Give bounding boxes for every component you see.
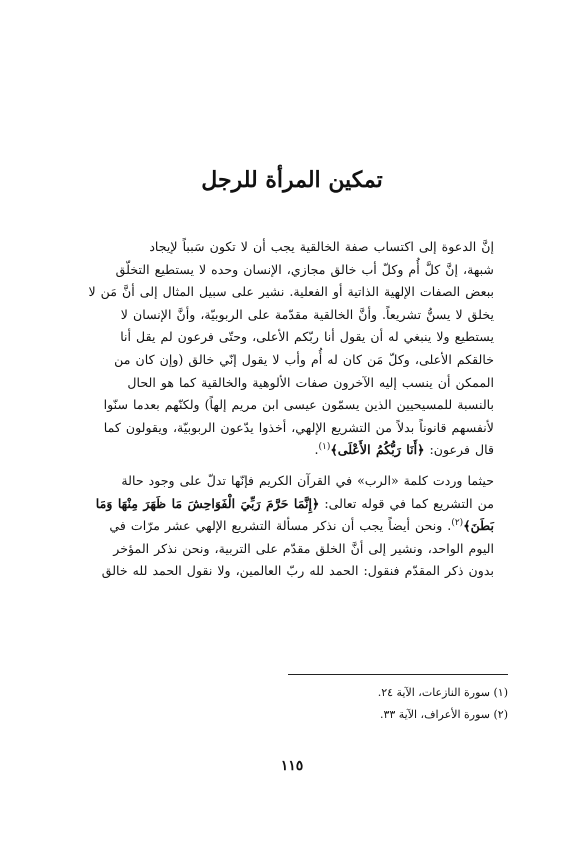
body-text [80, 236, 508, 583]
text-line: حيثما وردت كلمة «الرب» في القرآن الكريم فإنّها تدلّ على وجود حالة [121, 472, 494, 488]
text-fragment: قال فرعون: [424, 442, 494, 458]
paragraph-1 [80, 236, 508, 462]
page-number: ١١٥ [280, 758, 304, 774]
footnotes [80, 682, 508, 726]
quran-verse: ﴿إِنَّمَا حَرَّمَ رَبِّيَ الْفَوَاحِشَ مَا ظَهَرَ مِنْهَا وَمَا [95, 495, 320, 511]
text-line: خالقكم الأعلى، وكلّ مَن كان له أُم وأب لا يقول إنّي خالق (وإن كان من [114, 351, 494, 367]
chapter-title: تمكين المرأة للرجل [201, 167, 383, 193]
text-line: يستطيع ولا ينبغي له أن يقول أنا ربّكم الأعلى، وحتّى فرعون لم يقل أنا [120, 329, 494, 345]
footnote-ref: (١) [318, 442, 331, 453]
text-line: بالنسبة للمسيحيين الذين يسمّون عيسى ابن مريم إلهاً) ولكنّهم بعدما سنّوا [103, 397, 494, 413]
text-line [80, 515, 508, 538]
text-line: الممكن أن ينسب إليه الآخرون صفات الألوهية والخالقية كما هو الحال [127, 374, 494, 390]
text-line: شبهة، إنَّ كلَّ أُم وكلّ أب خالق مجازي، الإنسان وحده لا يستطيع التخلّق [115, 261, 494, 277]
text-line: ببعض الصفات الإلهية الذاتية أو الفعلية. نشير على سبيل المثال إلى أنَّ مَن لا [88, 284, 494, 300]
text-line: اليوم الواحد، ونشير إلى أنَّ الخلق مقدّم على التربية، ونحن نذكر المؤخر [113, 540, 494, 556]
footnote-ref: (٢) [451, 517, 464, 528]
text-line [80, 439, 508, 462]
text-line: إنَّ الدعوة إلى اكتساب صفة الخالقية يجب أن لا تكون سَبباً لإيجاد [149, 239, 494, 254]
footnote-2: (٢) سورة الأعراف، الآية ٣٣. [379, 708, 508, 721]
text-line: بدون ذكر المقدّم فنقول: الحمد لله ربّ العالمين، ولا نقول الحمد لله خالق [101, 563, 494, 579]
text-fragment: . [314, 442, 319, 458]
text-line: لأنفسهم قانوناً بدلاً من التشريع الإلهي، أخذوا يدّعون الربوبيّة، ويقولون كما [103, 419, 494, 435]
footnote-divider [288, 674, 508, 675]
text-fragment: من التشريع كما في قوله تعالى: [319, 495, 494, 511]
quran-verse-end: بَطَنَ﴾ [463, 518, 494, 534]
text-line: يخلق لا يسنُّ تشريعاً. وأنَّ الخالقية مقدّمة على الربوبيّة، وأنَّ الإنسان لا [120, 306, 494, 322]
quran-verse: ﴿أَنَا رَبُّكُمُ الأَعْلَى﴾ [330, 442, 425, 458]
text-fragment: . ونحن أيضاً يجب أن نذكر مسألة التشريع الإلهي عشر مرّات في [109, 518, 452, 534]
paragraph-2 [80, 470, 508, 583]
text-line [80, 493, 508, 516]
footnote-1: (١) سورة النازعات، الآية ٢٤. [377, 686, 508, 699]
